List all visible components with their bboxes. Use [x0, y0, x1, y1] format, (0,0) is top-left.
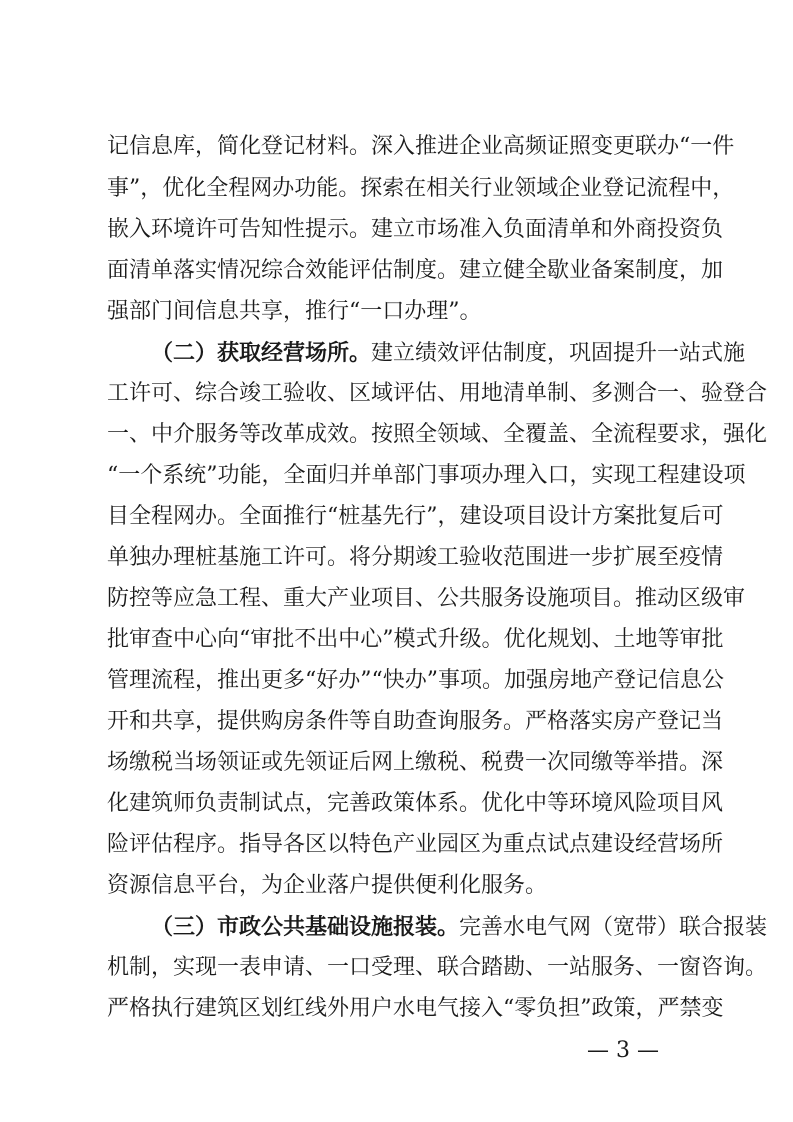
paragraph-2-line-5: 目全程网办。全面推行“桩基先行”，建设项目设计方案批复后可 — [107, 504, 724, 529]
paragraph-2-line-12: 化建筑师负责制试点，完善政策体系。优化中等环境风险项目风 — [107, 791, 724, 816]
paragraph-2-line-4: “一个系统”功能，全面归并单部门事项办理入口，实现工程建设项 — [107, 463, 746, 488]
paragraph-1-line-3: 嵌入环境许可告知性提示。建立市场准入负面清单和外商投资负 — [107, 217, 724, 242]
paragraph-2-heading: （二）获取经营场所。 — [151, 340, 372, 366]
paragraph-2-line-13: 险评估程序。指导各区以特色产业园区为重点试点建设经营场所 — [107, 832, 724, 857]
paragraph-1-line-4: 面清单落实情况综合效能评估制度。建立健全歇业备案制度，加 — [107, 258, 724, 283]
page-number: — 3 — — [587, 1038, 659, 1063]
paragraph-2-line-9: 管理流程，推出更多“好办”“快办”事项。加强房地产登记信息公 — [107, 668, 724, 693]
paragraph-2-line-10: 开和共享，提供购房条件等自助查询服务。严格落实房产登记当 — [107, 709, 724, 734]
paragraph-2-line-1-text: 建立绩效评估制度，巩固提升一站式施 — [371, 341, 746, 366]
paragraph-3-heading: （三）市政公共基础设施报装。 — [151, 914, 460, 940]
paragraph-1-line-5: 强部门间信息共享，推行“一口办理”。 — [107, 299, 482, 324]
paragraph-1-line-1: 记信息库，简化登记材料。深入推进企业高频证照变更联办“一件 — [107, 134, 735, 159]
paragraph-2-line-7: 防控等应急工程、重大产业项目、公共服务设施项目。推动区级审 — [107, 586, 746, 611]
paragraph-2-line-8: 批审查中心向“审批不出中心”模式升级。优化规划、土地等审批 — [107, 627, 724, 652]
paragraph-2-line-1 — [151, 338, 746, 368]
paragraph-1-line-2: 事”，优化全程网办功能。探索在相关行业领域企业登记流程中， — [107, 176, 735, 201]
paragraph-3-line-2: 机制，实现一表申请、一口受理、联合踏勘、一站服务、一窗咨询。 — [107, 955, 768, 980]
paragraph-2-line-6: 单独办理桩基施工许可。将分期竣工验收范围进一步扩展至疫情 — [107, 545, 724, 570]
paragraph-3-line-1-text: 完善水电气网（宽带）联合报装 — [459, 915, 768, 940]
paragraph-2-line-3: 一、中介服务等改革成效。按照全领域、全覆盖、全流程要求，强化 — [107, 422, 768, 447]
paragraph-2-line-11: 场缴税当场领证或先领证后网上缴税、税费一次同缴等举措。深 — [107, 750, 724, 775]
paragraph-2-line-2: 工许可、综合竣工验收、区域评估、用地清单制、多测合一、验登合 — [107, 381, 768, 406]
paragraph-3-line-3: 严格执行建筑区划红线外用户水电气接入“零负担”政策，严禁变 — [107, 996, 724, 1021]
paragraph-2-line-14: 资源信息平台，为企业落户提供便利化服务。 — [107, 873, 548, 898]
paragraph-3-line-1 — [151, 912, 768, 942]
